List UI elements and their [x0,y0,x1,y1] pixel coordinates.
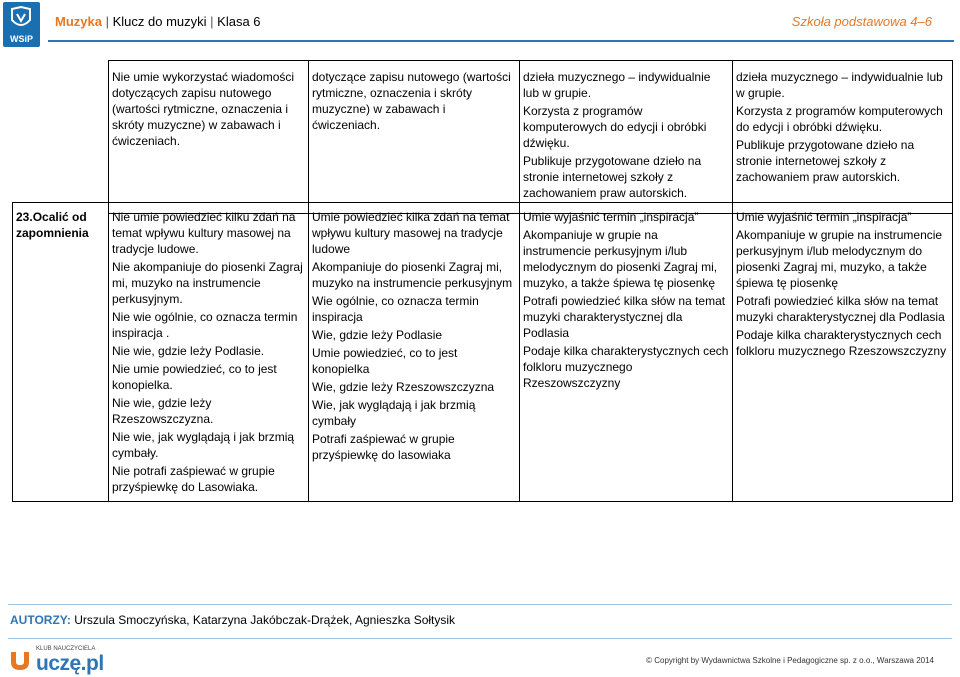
topic-cell [13,203,109,502]
cell-text: Umie wyjaśnić termin „inspiracja” [736,210,912,224]
logo-text: WSiP [9,34,33,44]
course-label: Klucz do muzyki [112,14,207,29]
cell-text: dzieła muzycznego – indywidualnie lub w grupie. [523,70,711,100]
table-cell [520,203,733,502]
cell-text: Wie, jak wyglądają i jak brzmią cymbały [312,398,476,428]
wsip-logo-icon [8,6,35,32]
authors-label: AUTORZY: [10,613,71,627]
cell-text: Nie wie, gdzie leży Podlasie. [112,344,265,358]
topic-number: 23. [16,210,33,224]
cell-text: Publikuje przygotowane dzieło na stronie internetowej szkoły z zachowaniem praw autorskich. [523,154,702,200]
cell-text: Nie akompaniuje do piosenki Zagraj mi, muzyko na instrumencie perkusyjnym. [112,260,303,306]
cell-text: Umie powiedzieć kilka zdań na temat wpływu kultury masowej na tradycje ludowe [312,210,510,256]
table-cell [733,61,953,214]
cell-text: dotyczące zapisu nutowego (wartości rytmiczne, oznaczenia i skróty muzyczne) w zabawach i ćwiczeniach. [312,70,511,132]
cell-text: Wie ogólnie, co oznacza termin inspiracja [312,294,479,324]
cell-text: Akompaniuje do piosenki Zagraj mi, muzyko na instrumencie perkusyjnym [312,260,513,290]
header-divider [48,40,954,42]
cell-text: Korzysta z programów komputerowych do edycji i obróbki dźwięku. [523,104,707,150]
cell-text: Potrafi powiedzieć kilka słów na temat muzyki charakterystycznej dla Podlasia [523,294,726,340]
requirements-table [12,202,953,502]
header-separator: | [105,14,109,29]
header-title [55,14,261,29]
cell-text: Wie, gdzie leży Rzeszowszczyzna [312,380,495,394]
cell-text: Wie, gdzie leży Podlasie [312,328,443,342]
cell-text: Nie potrafi zaśpiewać w grupie przyśpiewkę do Lasowiaka. [112,464,275,494]
table-row [13,203,953,502]
cell-text: Potrafi powiedzieć kilka słów na temat muzyki charakterystycznej dla Podlasia [736,294,945,324]
cell-text: Umie powiedzieć, co to jest konopielka [312,346,458,376]
subject-label: Muzyka [55,14,102,29]
table-cell [520,61,733,214]
cell-text: dzieła muzycznego – indywidualnie lub w grupie. [736,70,943,100]
cell-text: Nie umie powiedzieć, co to jest konopielka. [112,362,277,392]
cell-text: Akompaniuje w grupie na instrumencie perkusyjnym i/lub melodycznym do piosenki Zagraj mi, muzyko, a także śpiewa tę piosenkę [523,228,718,290]
cell-text: Nie wie ogólnie, co oznacza termin inspiracja . [112,310,298,340]
authors-line [10,613,455,627]
requirements-table-continuation [108,60,953,214]
cell-text: Korzysta z programów komputerowych do edycji i obróbki dźwięku. [736,104,943,134]
club-name: uczę.pl [36,652,104,675]
cell-text: Nie wie, jak wyglądają i jak brzmią cymbały. [112,430,295,460]
table-cell [309,61,520,214]
wsip-logo [3,2,40,47]
cell-text: Akompaniuje w grupie na instrumencie perkusyjnym i/lub melodycznym do piosenki Zagraj mi, muzyko, a także śpiewa tę piosenkę [736,228,943,290]
topic-title: Ocalić od zapomnienia [16,210,89,240]
footer-divider-top [8,604,952,605]
table-cell [309,203,520,502]
header-separator-2: | [210,14,214,29]
table-cell [733,203,953,502]
cell-text: Nie umie powiedzieć kilku zdań na temat wpływu kultury masowej na tradycje ludowe. [112,210,296,256]
cell-text: Publikuje przygotowane dzieło na stronie internetowej szkoły z zachowaniem praw autorskich. [736,138,915,184]
cell-text: Umie wyjaśnić termin „inspiracja” [523,210,699,224]
footer-divider-bottom [8,638,952,639]
table-cell [109,203,309,502]
club-small-label: KLUB NAUCZYCIELA [36,646,96,652]
copyright-note: © Copyright by Wydawnictwa Szkolne i Pedagogiczne sp. z o.o., Warszawa 2014 [646,656,934,665]
cell-text: Nie wie, gdzie leży Rzeszowszczyzna. [112,396,214,426]
cell-text: Nie umie wykorzystać wiadomości dotyczących zapisu nutowego (wartości rytmiczne, oznaczenia i skróty muzyczne) w zabawach i ćwiczeniach. [112,70,295,148]
club-logo-icon [8,648,32,672]
school-level: Szkoła podstawowa 4–6 [791,14,932,29]
authors-names: Urszula Smoczyńska, Katarzyna Jakóbczak-Drążek, Agnieszka Sołtysik [74,613,456,627]
table-row [109,61,953,214]
cell-text: Podaje kilka charakterystycznych cech folkloru muzycznego Rzeszowszczyzny [736,328,947,358]
cell-text: Potrafi zaśpiewać w grupie przyśpiewkę do lasowiaka [312,432,455,462]
class-label: Klasa 6 [217,14,261,29]
table-cell [109,61,309,214]
cell-text: Podaje kilka charakterystycznych cech folkloru muzycznego Rzeszowszczyzny [523,344,729,390]
